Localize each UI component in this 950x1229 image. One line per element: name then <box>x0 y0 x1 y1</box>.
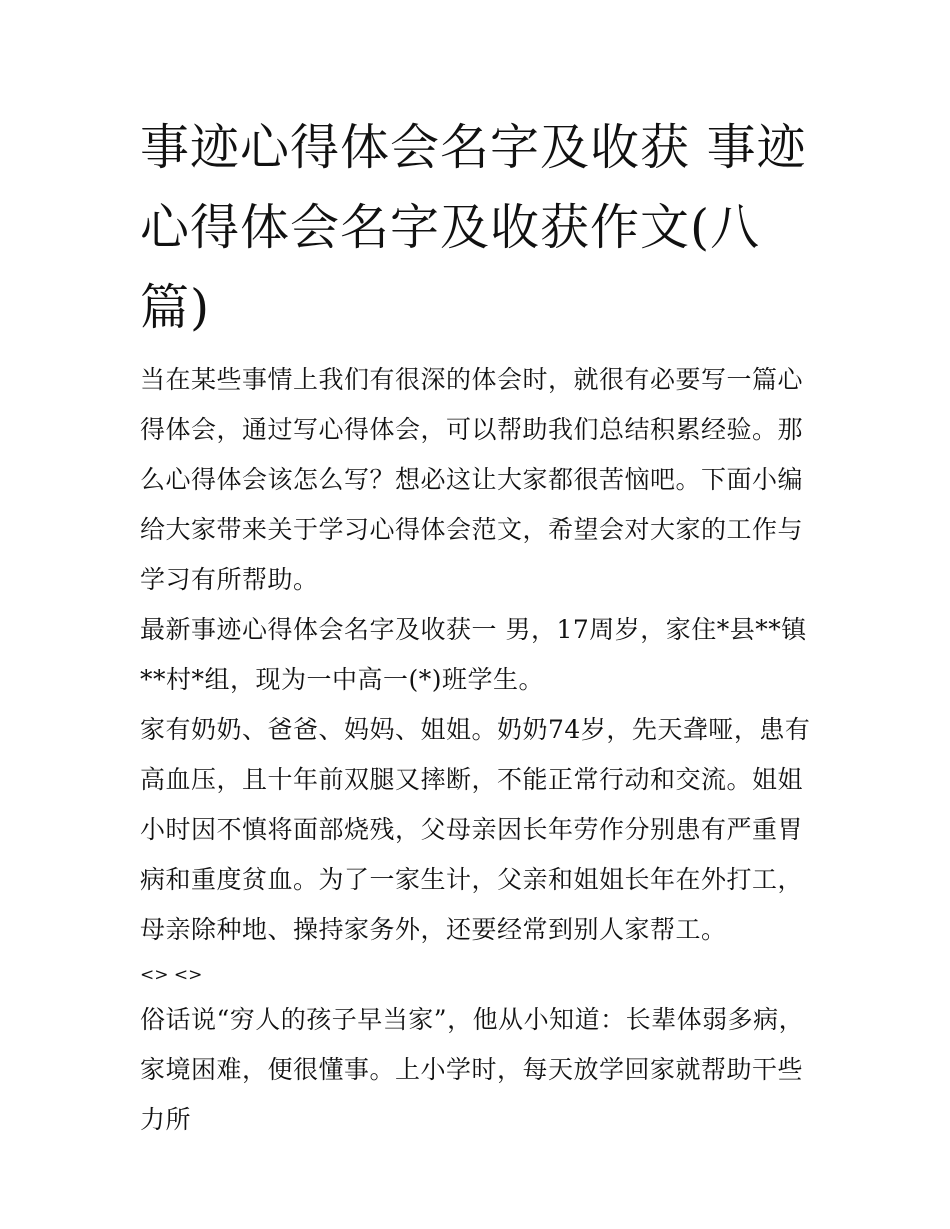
intro-paragraph: 当在某些事情上我们有很深的体会时，就很有必要写一篇心得体会，通过写心得体会，可以帮助我们总结积累经验。那么心得体会该怎么写？想必这让大家都很苦恼吧。下面小编给大家带来关于学习心得体会范文，希望会对大家的工作与学习有所帮助。 <box>140 365 804 594</box>
document-body <box>140 355 815 1145</box>
placeholder-marks: <> <> <box>140 965 203 985</box>
document-title: 事迹心得体会名字及收获 事迹心得体会名字及收获作文(八篇) <box>140 119 807 336</box>
section-one-paragraph: 最新事迹心得体会名字及收获一 男，17周岁，家住*县**镇**村*组，现为一中高一(*)班学生。 <box>140 615 807 694</box>
proverb-paragraph: 俗话说“穷人的孩子早当家”，他从小知道：长辈体弱多病，家境困难，便很懂事。上小学时，每天放学回家就帮助干些力所 <box>140 1005 805 1134</box>
family-paragraph: 家有奶奶、爸爸、妈妈、姐姐。奶奶74岁，先天聋哑，患有高血压，且十年前双腿又摔断，不能正常行动和交流。姐姐小时因不慎将面部烧残，父母亲因长年劳作分别患有严重胃病和重度贫血。为了一家生计，父亲和姐姐长年在外打工，母亲除种地、操持家务外，还要经常到别人家帮工。 <box>140 715 811 944</box>
